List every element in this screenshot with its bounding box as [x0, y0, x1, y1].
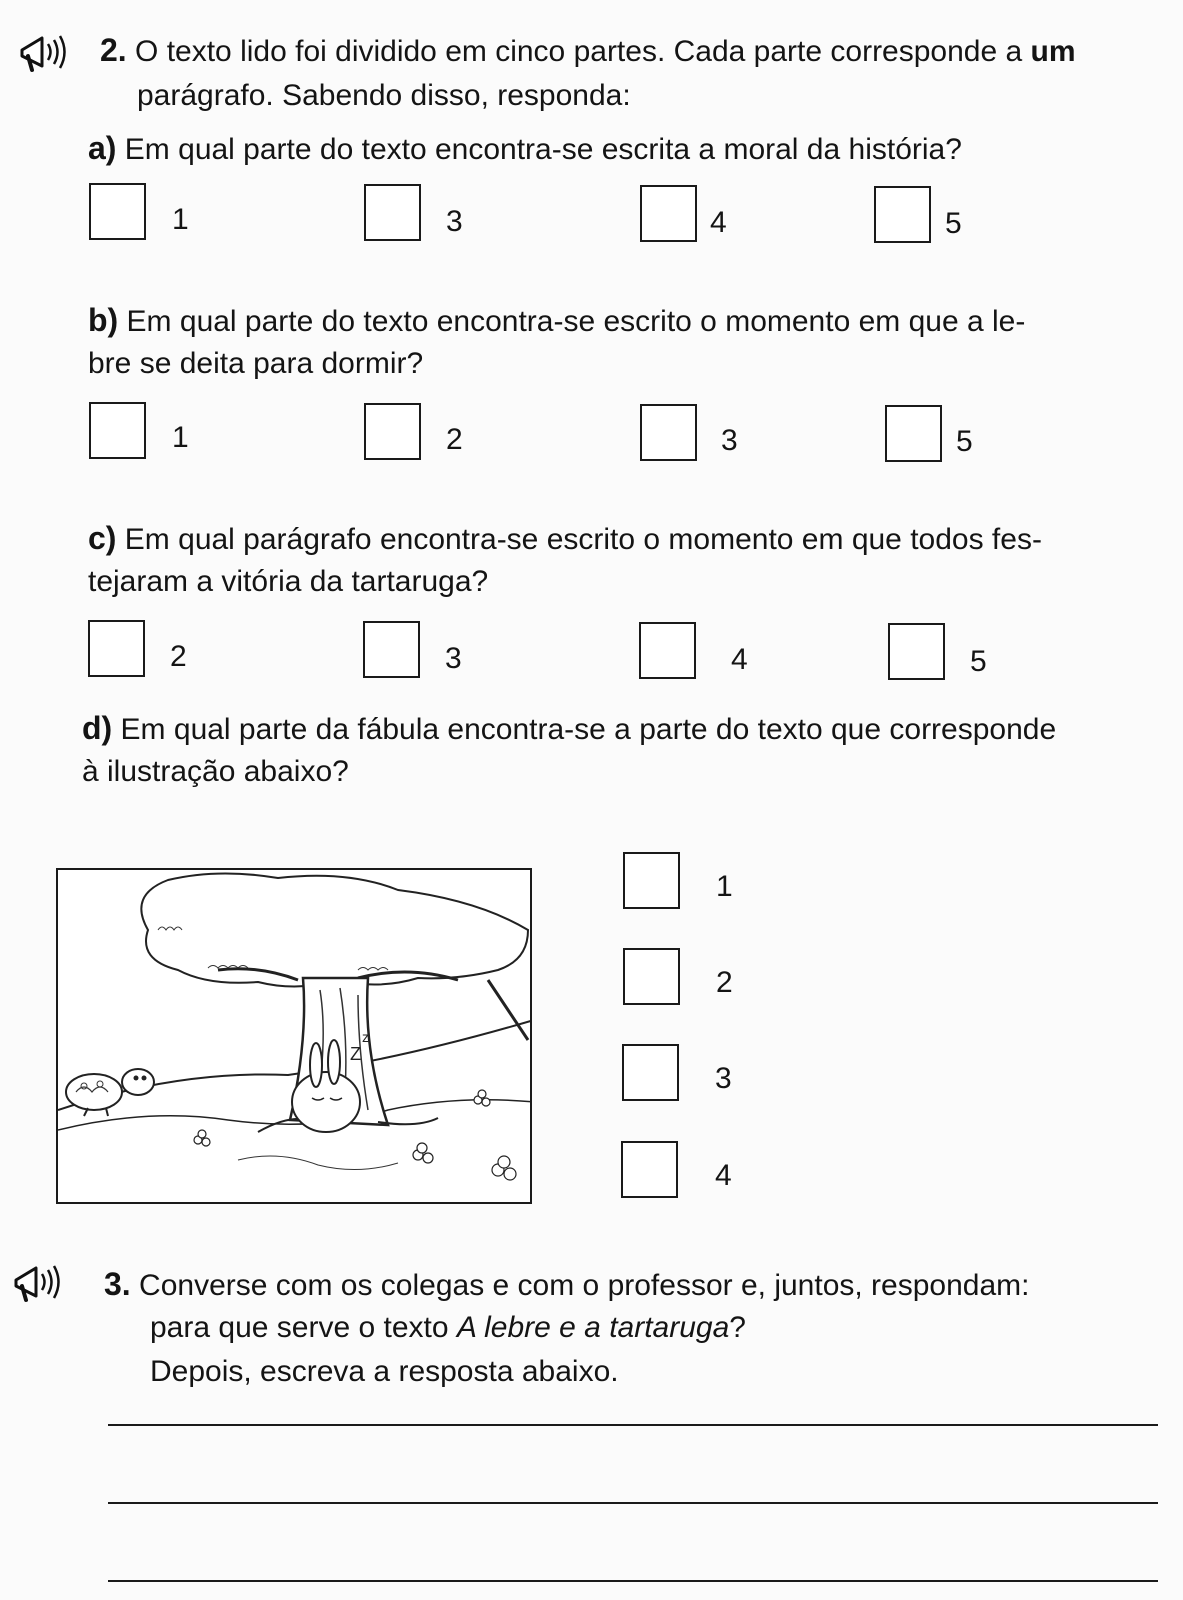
q2d-option-4: 4	[715, 1159, 732, 1192]
q3-text-line1: Converse com os colegas e com o professor e, juntos, respondam:	[139, 1269, 1030, 1302]
q2b-option-1: 1	[172, 421, 189, 454]
q3-text-line2-prefix: para que serve o texto	[150, 1311, 449, 1344]
q2c-text-line2: tejaram a vitória da tartaruga?	[88, 565, 489, 598]
q2a-checkbox-4[interactable]	[874, 186, 931, 243]
q2d-option-3: 3	[715, 1062, 732, 1095]
q2b-text-line2: bre se deita para dormir?	[88, 347, 424, 380]
q3-line1	[104, 1262, 1029, 1308]
q3-line2	[150, 1306, 746, 1350]
svg-text:Z: Z	[350, 1044, 361, 1064]
q2c-checkbox-3[interactable]	[639, 622, 696, 679]
q2c-question-line1	[88, 516, 1042, 562]
q2a-text: Em qual parte do texto encontra-se escrita a moral da história?	[124, 133, 962, 166]
answer-line-2[interactable]	[108, 1502, 1158, 1504]
q2b-letter: b)	[88, 302, 119, 338]
q2-text-line2: parágrafo. Sabendo disso, responda:	[137, 79, 631, 112]
q2a-option-4: 5	[945, 207, 962, 240]
answer-line-3[interactable]	[108, 1580, 1158, 1582]
q2b-checkbox-2[interactable]	[364, 403, 421, 460]
q2a-checkbox-3[interactable]	[640, 185, 697, 242]
megaphone-icon	[12, 1260, 70, 1306]
q2b-checkbox-4[interactable]	[885, 405, 942, 462]
q2c-letter: c)	[88, 520, 117, 556]
q2b-checkbox-1[interactable]	[89, 402, 146, 459]
q2b-option-3: 3	[721, 424, 738, 457]
q2a-letter: a)	[88, 130, 117, 166]
q2-text-bold: um	[1030, 35, 1076, 68]
q2b-question-line1	[88, 298, 1025, 344]
q2d-question-line1	[82, 706, 1056, 752]
q2d-text-line2: à ilustração abaixo?	[82, 755, 349, 788]
q2a-checkbox-2[interactable]	[364, 184, 421, 241]
q2a-option-3: 4	[710, 206, 727, 239]
q2c-checkbox-2[interactable]	[363, 621, 420, 678]
q2c-checkbox-1[interactable]	[88, 620, 145, 677]
q2-number: 2.	[100, 32, 127, 68]
q2b-checkbox-3[interactable]	[640, 404, 697, 461]
answer-line-1[interactable]	[108, 1424, 1158, 1426]
q2d-checkbox-3[interactable]	[622, 1044, 679, 1101]
q2c-option-3: 4	[731, 643, 748, 676]
q2d-option-2: 2	[716, 966, 733, 999]
q2c-option-2: 3	[445, 642, 462, 675]
q2b-option-4: 5	[956, 425, 973, 458]
q3-text-title: A lebre e a tartaruga	[456, 1311, 730, 1344]
q2d-text-line1: Em qual parte da fábula encontra-se a parte do texto que corresponde	[120, 713, 1057, 746]
q2d-letter: d)	[82, 710, 113, 746]
illustration-hare-tortoise	[56, 868, 532, 1204]
q2c-text-line1: Em qual parágrafo encontra-se escrito o momento em que todos fes-	[124, 523, 1042, 556]
q2a-option-2: 3	[446, 205, 463, 238]
q2c-option-4: 5	[970, 645, 987, 678]
q2-line1	[100, 28, 1076, 74]
q2-text-line1: O texto lido foi dividido em cinco partes. Cada parte corresponde a	[135, 35, 1023, 68]
q2a-question	[88, 126, 962, 172]
svg-text:z: z	[362, 1029, 369, 1045]
q2b-text-line1: Em qual parte do texto encontra-se escrito o momento em que a le-	[126, 305, 1026, 338]
q2a-checkbox-1[interactable]	[89, 183, 146, 240]
q2d-checkbox-2[interactable]	[623, 948, 680, 1005]
megaphone-icon	[18, 30, 76, 76]
q3-text-line3: Depois, escreva a resposta abaixo.	[150, 1355, 619, 1388]
q2d-option-1: 1	[716, 870, 733, 903]
illustration-drawing	[58, 870, 532, 1204]
q3-text-line2-suffix: ?	[729, 1311, 746, 1344]
q2c-option-1: 2	[170, 640, 187, 673]
q2c-checkbox-4[interactable]	[888, 623, 945, 680]
q2b-option-2: 2	[446, 423, 463, 456]
q2a-option-1: 1	[172, 203, 189, 236]
q3-number: 3.	[104, 1266, 131, 1302]
q2d-checkbox-4[interactable]	[621, 1141, 678, 1198]
q2d-checkbox-1[interactable]	[623, 852, 680, 909]
